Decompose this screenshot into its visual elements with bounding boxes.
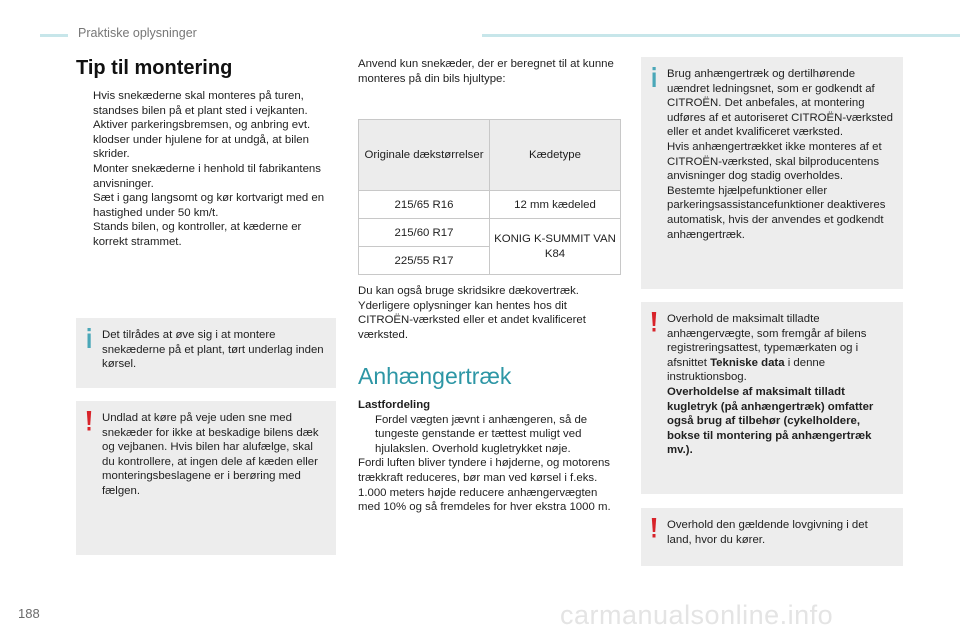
list-item: Monter snekæderne i henhold til fabrikantens anvisninger. bbox=[93, 162, 321, 190]
info-i-icon bbox=[650, 67, 658, 87]
table-row bbox=[359, 219, 621, 247]
column-header: Originale dækstørrelser bbox=[359, 120, 490, 191]
exclamation-warning-icon bbox=[650, 518, 658, 538]
table-cell: 12 mm kædeled bbox=[490, 191, 621, 219]
exclamation-warning-icon bbox=[85, 411, 93, 431]
anti-skid-note: Du kan også bruge skridsikre dækovertræk. Yderligere oplysninger kan hentes hos dit CITROËN-værksted eller et andet kvalificeret værksted. bbox=[358, 285, 586, 341]
warning-text: Overhold den gældende lovgivning i det land, hvor du kører. bbox=[667, 519, 868, 546]
load-distribution-section bbox=[358, 398, 620, 515]
table-row bbox=[359, 191, 621, 219]
table-cell: 225/55 R17 bbox=[359, 247, 490, 275]
section-title: Praktiske oplysninger bbox=[78, 26, 197, 40]
load-distribution-list bbox=[358, 413, 620, 457]
list-item: Fordel vægten jævnt i anhængeren, så de tungeste genstande er tættest muligt ved hjulakslen. Overhold kugletrykket nøje. bbox=[375, 413, 588, 455]
info-box-towbar bbox=[641, 57, 903, 289]
info-text: Det tilrådes at øve sig i at montere snekæderne på et plant, tørt underlag inden kørsel. bbox=[102, 329, 324, 371]
warning-text: Overhold de maksimalt tilladte anhængervægte, som fremgår af bilens registreringsattest, typemærkaten og i afsnittet Tekniske data i denne instruktionsbog. Overholdelse af maksimalt tilladt kugletryk (på anhængertræk) omfatter også brug af tilbehør (cykelholdere, bokse til montering på anhængertræk mv.). bbox=[667, 313, 874, 457]
header-accent-bar-right bbox=[482, 34, 960, 37]
altitude-note: Fordi luften bliver tyndere i højderne, og motorens trækkraft reduceres, bør man ved kørsel i f.eks. 1.000 meters højde reducere anhængervægten med 10% og så fremdeles for hver ekstra 1000 m. bbox=[358, 457, 611, 514]
technical-data-ref: Tekniske data bbox=[710, 356, 785, 369]
list-item: Aktiver parkeringsbremsen, og anbring evt. klodser under hjulene for at undgå, at bilen skrider. bbox=[93, 119, 311, 161]
list-item: Stands bilen, og kontroller, at kæderne er korrekt strammet. bbox=[93, 221, 302, 248]
warning-box-chains bbox=[76, 401, 336, 555]
chains-intro: Anvend kun snekæder, der er beregnet til at kunne monteres på din bils hjultype: bbox=[358, 58, 614, 85]
warning-box-weights bbox=[641, 302, 903, 494]
list-item: Sæt i gang langsomt og kør kortvarigt med en hastighed under 50 km/t. bbox=[93, 192, 325, 219]
exclamation-warning-icon bbox=[650, 312, 658, 332]
info-text: Brug anhængertræk og dertilhørende uændret ledningsnet, som er godkendt af CITROËN. Det anbefales, at montering udføres af et autoriseret CITROËN-værksted eller et andet kvalificeret værksted. Hvis anhængertrækket ikke monteres af et CITROËN-værksted, skal bilproducentens anvisninger dog stadig overholdes. Bestemte hjælpefunktioner eller parkeringsassistancefunktioner deaktiveres automatisk, hvis der anvendes et godkendt anhængertræk. bbox=[667, 68, 893, 241]
load-distribution-title: Lastfordeling bbox=[358, 399, 431, 411]
tire-chain-table bbox=[358, 119, 621, 275]
tip-heading: Tip til montering bbox=[76, 57, 233, 79]
column-header: Kædetype bbox=[490, 120, 621, 191]
table-cell: 215/60 R17 bbox=[359, 219, 490, 247]
info-box-practice bbox=[76, 318, 336, 388]
info-i-icon bbox=[85, 328, 93, 348]
page-number: 188 bbox=[18, 606, 40, 621]
watermark: carmanualsonline.info bbox=[560, 600, 834, 630]
mounting-tips-list bbox=[76, 89, 338, 250]
warning-emphasis: Overholdelse af maksimalt tilladt kugletryk (på anhængertræk) omfatter også brug af tilbehør (cykelholdere, bokse til montering på anhængertræk mv.). bbox=[667, 385, 874, 457]
towbar-heading: Anhængertræk bbox=[358, 363, 512, 389]
table-cell: 215/65 R16 bbox=[359, 191, 490, 219]
header-accent-bar-left bbox=[40, 34, 68, 37]
table-cell: KONIG K-SUMMIT VAN K84 bbox=[490, 219, 621, 275]
warning-box-legislation bbox=[641, 508, 903, 566]
warning-text: Undlad at køre på veje uden sne med snekæder for ikke at beskadige bilens dæk og vejbanen. Hvis bilen har alufælge, skal du kontrollere, at ingen dele af kæden eller monteringsbeslagene er i berøring med fælgen. bbox=[102, 412, 319, 497]
list-item: Hvis snekæderne skal monteres på turen, standses bilen på et plant sted i vejkanten. bbox=[93, 90, 308, 117]
table-header-row bbox=[359, 120, 621, 191]
